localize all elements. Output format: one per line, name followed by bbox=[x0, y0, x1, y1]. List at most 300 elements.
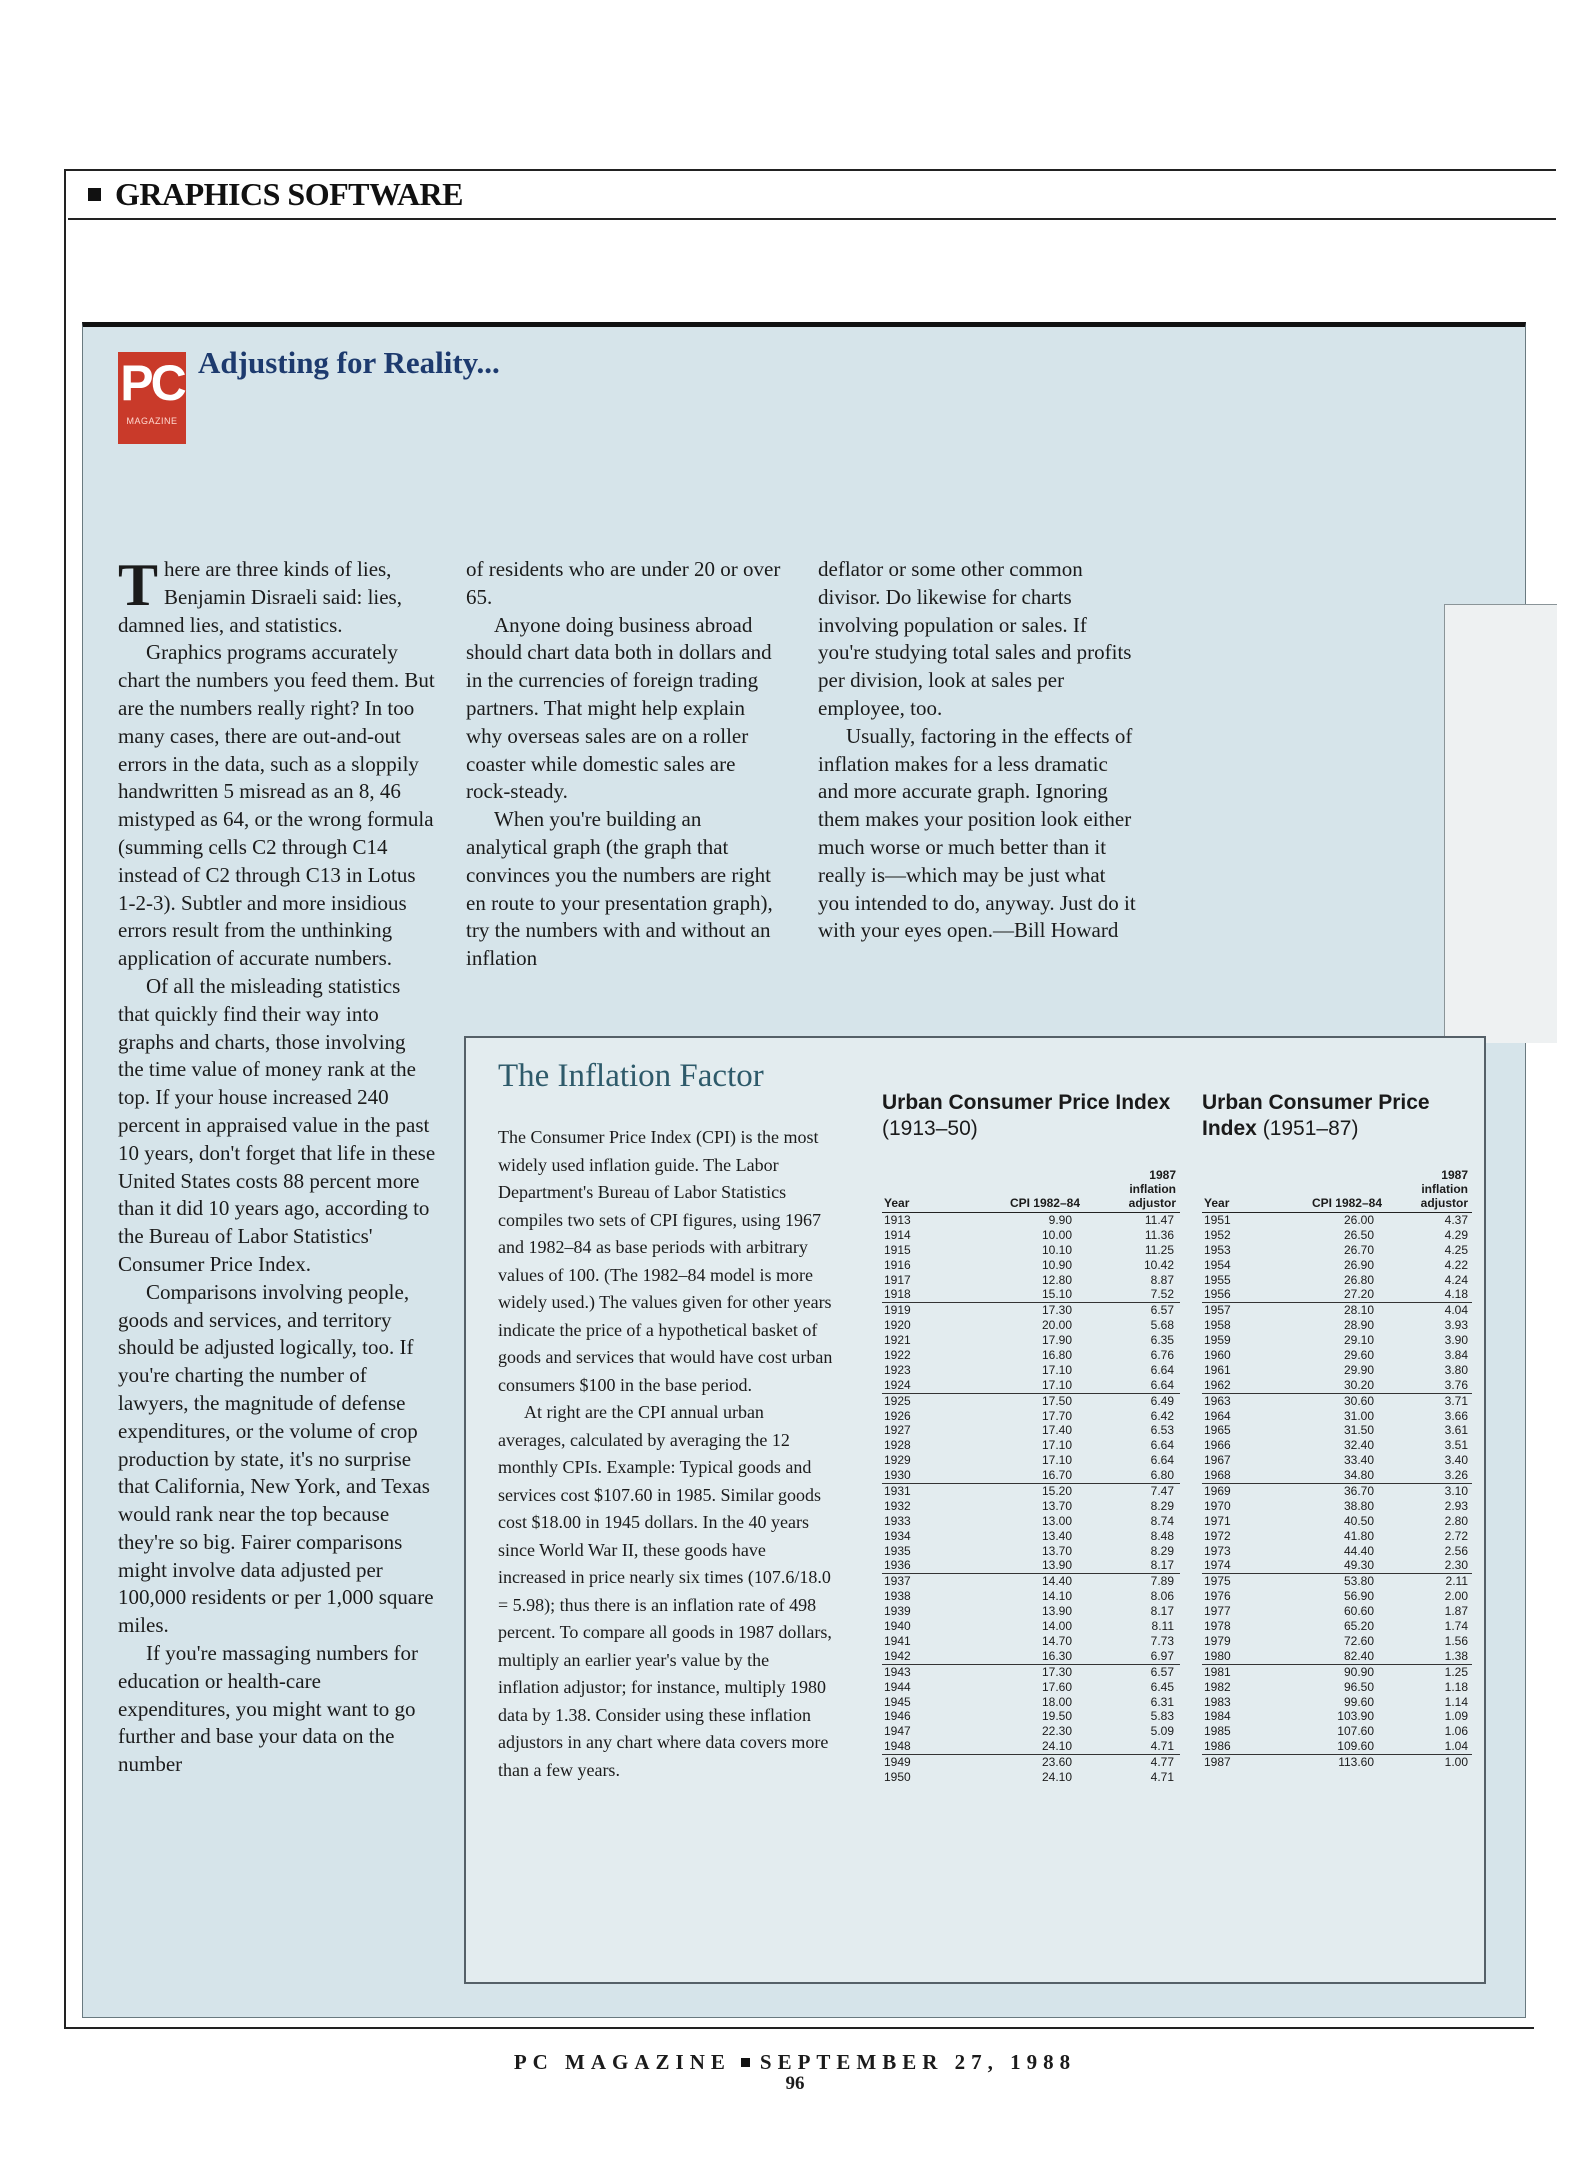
table-title-text: Urban Consumer Price Index bbox=[1202, 1091, 1430, 1140]
cell-adjustor: 1.09 bbox=[1444, 1709, 1468, 1724]
cell-adjustor: 8.74 bbox=[1150, 1513, 1174, 1528]
table-row bbox=[1202, 1363, 1472, 1378]
cell-adjustor: 2.11 bbox=[1445, 1574, 1468, 1589]
cell-cpi: 103.90 bbox=[1337, 1709, 1374, 1724]
cell-cpi: 29.90 bbox=[1343, 1362, 1374, 1377]
paragraph: Comparisons involving people, goods and services, and territory should be adjusted logically, too. If you're charting the number of lawyers, the magnitude of defense expenditures, or the volume of crop production by state, it's no surprise that California, New York, and Texas would rank near the top because they're so big. Fairer comparisons might involve data adjusted per 100,000 residents or per 1,000 square miles. bbox=[118, 1279, 434, 1638]
cell-cpi: 16.30 bbox=[1041, 1648, 1072, 1663]
cell-adjustor: 11.36 bbox=[1144, 1227, 1174, 1242]
cell-year: 1940 bbox=[884, 1619, 911, 1634]
cell-adjustor: 4.77 bbox=[1150, 1755, 1174, 1770]
cell-year: 1985 bbox=[1204, 1724, 1231, 1739]
cell-adjustor: 8.29 bbox=[1150, 1498, 1174, 1513]
cell-adjustor: 4.29 bbox=[1444, 1227, 1468, 1242]
cell-cpi: 10.10 bbox=[1041, 1242, 1072, 1257]
cell-adjustor: 6.35 bbox=[1150, 1333, 1174, 1348]
cell-adjustor: 3.26 bbox=[1444, 1468, 1468, 1483]
table-row bbox=[1202, 1544, 1472, 1559]
cell-cpi: 26.70 bbox=[1343, 1242, 1374, 1257]
table-row bbox=[1202, 1394, 1472, 1409]
table-row bbox=[882, 1558, 1180, 1574]
cell-year: 1941 bbox=[884, 1633, 911, 1648]
cell-year: 1916 bbox=[884, 1257, 911, 1272]
table-row bbox=[1202, 1287, 1472, 1303]
cell-adjustor: 8.87 bbox=[1150, 1272, 1174, 1287]
cell-cpi: 15.20 bbox=[1041, 1484, 1072, 1499]
section-header bbox=[68, 170, 1556, 220]
table-body bbox=[1202, 1213, 1472, 1770]
cell-year: 1919 bbox=[884, 1303, 911, 1318]
table-row bbox=[882, 1499, 1180, 1514]
table-row bbox=[882, 1273, 1180, 1288]
box-title: Adjusting for Reality... bbox=[198, 345, 500, 380]
cell-year: 1928 bbox=[884, 1438, 911, 1453]
cell-adjustor: 3.93 bbox=[1444, 1318, 1468, 1333]
table-row bbox=[1202, 1514, 1472, 1529]
cell-year: 1966 bbox=[1204, 1438, 1231, 1453]
table-header bbox=[1202, 1146, 1472, 1213]
cell-cpi: 31.00 bbox=[1343, 1408, 1374, 1423]
cell-adjustor: 7.73 bbox=[1150, 1633, 1174, 1648]
cell-adjustor: 6.57 bbox=[1150, 1303, 1174, 1318]
cell-adjustor: 7.52 bbox=[1150, 1287, 1174, 1302]
table-row bbox=[882, 1724, 1180, 1739]
cell-adjustor: 8.17 bbox=[1150, 1558, 1174, 1573]
table-header bbox=[882, 1146, 1180, 1213]
article-column-2 bbox=[466, 556, 784, 973]
logo-subtext: MAGAZINE bbox=[126, 416, 178, 426]
cell-year: 1917 bbox=[884, 1272, 911, 1287]
table-row bbox=[882, 1589, 1180, 1604]
cell-year: 1936 bbox=[884, 1558, 911, 1573]
cell-cpi: 36.70 bbox=[1343, 1484, 1374, 1499]
table-row bbox=[882, 1333, 1180, 1348]
table-row bbox=[882, 1409, 1180, 1424]
cell-cpi: 13.70 bbox=[1041, 1498, 1072, 1513]
cell-year: 1960 bbox=[1204, 1348, 1231, 1363]
cell-cpi: 10.00 bbox=[1041, 1227, 1072, 1242]
table-row bbox=[882, 1363, 1180, 1378]
cell-cpi: 31.50 bbox=[1343, 1423, 1374, 1438]
cell-cpi: 41.80 bbox=[1343, 1528, 1374, 1543]
cell-adjustor: 4.25 bbox=[1444, 1242, 1468, 1257]
cell-adjustor: 1.14 bbox=[1444, 1694, 1468, 1709]
table-row bbox=[1202, 1574, 1472, 1589]
page-frame-left bbox=[64, 169, 66, 2029]
table-row bbox=[1202, 1589, 1472, 1604]
cell-adjustor: 3.66 bbox=[1444, 1408, 1468, 1423]
cell-cpi: 26.00 bbox=[1343, 1213, 1374, 1227]
logo-text: PC bbox=[120, 355, 184, 411]
cell-year: 1965 bbox=[1204, 1423, 1231, 1438]
cell-year: 1925 bbox=[884, 1393, 911, 1408]
cell-cpi: 32.40 bbox=[1343, 1438, 1374, 1453]
cell-cpi: 82.40 bbox=[1343, 1648, 1374, 1663]
table-row bbox=[882, 1228, 1180, 1243]
table-row bbox=[882, 1619, 1180, 1634]
table-row bbox=[1202, 1604, 1472, 1619]
cell-cpi: 14.70 bbox=[1041, 1633, 1072, 1648]
cell-adjustor: 6.80 bbox=[1150, 1468, 1174, 1483]
paragraph: deflator or some other common divisor. Do likewise for charts involving population or sales. If you're studying total sales and profits per division, look at sales per employee, too. bbox=[818, 557, 1132, 720]
page-frame-bottom bbox=[64, 2027, 1534, 2029]
table-row bbox=[882, 1604, 1180, 1619]
page-fold-shadow bbox=[1444, 604, 1557, 1043]
footer-magazine: PC MAGAZINE bbox=[513, 2050, 731, 2074]
cell-year: 1929 bbox=[884, 1453, 911, 1468]
cell-year: 1959 bbox=[1204, 1333, 1231, 1348]
cell-cpi: 14.10 bbox=[1041, 1589, 1072, 1604]
paragraph: of residents who are under 20 or over 65. bbox=[466, 557, 781, 609]
cell-year: 1956 bbox=[1204, 1287, 1231, 1302]
table-row bbox=[1202, 1243, 1472, 1258]
cell-cpi: 17.70 bbox=[1041, 1408, 1072, 1423]
cell-cpi: 13.40 bbox=[1041, 1528, 1072, 1543]
cell-adjustor: 4.22 bbox=[1444, 1257, 1468, 1272]
cell-cpi: 19.50 bbox=[1041, 1709, 1072, 1724]
cell-adjustor: 4.18 bbox=[1444, 1287, 1468, 1302]
section-title: GRAPHICS SOFTWARE bbox=[115, 175, 463, 212]
table-row bbox=[882, 1258, 1180, 1273]
cell-cpi: 30.20 bbox=[1343, 1377, 1374, 1392]
cell-adjustor: 6.64 bbox=[1150, 1453, 1174, 1468]
table-row bbox=[1202, 1378, 1472, 1394]
cell-cpi: 15.10 bbox=[1041, 1287, 1072, 1302]
cpi-table-1913-1950 bbox=[882, 1090, 1180, 1785]
cell-adjustor: 2.00 bbox=[1444, 1589, 1468, 1604]
cell-year: 1932 bbox=[884, 1498, 911, 1513]
table-row bbox=[882, 1634, 1180, 1649]
cell-adjustor: 3.61 bbox=[1444, 1423, 1468, 1438]
table-row bbox=[882, 1453, 1180, 1468]
table-body bbox=[882, 1213, 1180, 1785]
cell-year: 1955 bbox=[1204, 1272, 1231, 1287]
cell-adjustor: 3.80 bbox=[1444, 1362, 1468, 1377]
cell-cpi: 107.60 bbox=[1337, 1724, 1374, 1739]
paragraph: Graphics programs accurately chart the numbers you feed them. But are the numbers really right? In too many cases, there are out-and-out errors in the data, such as a sloppily handwritten 5 misread as an 8, 46 mistyped as 64, or the wrong formula (summing cells C2 through C14 instead of C2 through C13 in Lotus 1-2-3). Subtler and more insidious errors result from the unthinking application of accurate numbers. bbox=[118, 640, 435, 971]
cell-adjustor: 2.72 bbox=[1444, 1528, 1468, 1543]
cell-adjustor: 6.49 bbox=[1150, 1393, 1174, 1408]
cell-adjustor: 1.25 bbox=[1444, 1664, 1468, 1679]
cell-year: 1968 bbox=[1204, 1468, 1231, 1483]
table-row bbox=[1202, 1634, 1472, 1649]
table-row bbox=[1202, 1680, 1472, 1695]
cell-year: 1914 bbox=[884, 1227, 911, 1242]
cell-year: 1939 bbox=[884, 1604, 911, 1619]
table-row bbox=[882, 1665, 1180, 1680]
table-row bbox=[1202, 1724, 1472, 1739]
cell-year: 1930 bbox=[884, 1468, 911, 1483]
cell-adjustor: 1.04 bbox=[1444, 1739, 1468, 1754]
cell-adjustor: 3.40 bbox=[1444, 1453, 1468, 1468]
cell-cpi: 17.50 bbox=[1041, 1393, 1072, 1408]
table-range: (1951–87) bbox=[1262, 1117, 1359, 1140]
table-row bbox=[1202, 1529, 1472, 1544]
cell-adjustor: 1.18 bbox=[1444, 1679, 1468, 1694]
cell-year: 1970 bbox=[1204, 1498, 1231, 1513]
cell-adjustor: 4.24 bbox=[1444, 1272, 1468, 1287]
table-row bbox=[1202, 1333, 1472, 1348]
cell-cpi: 9.90 bbox=[1048, 1213, 1072, 1227]
cell-year: 1934 bbox=[884, 1528, 911, 1543]
cell-adjustor: 6.45 bbox=[1150, 1679, 1174, 1694]
cell-cpi: 60.60 bbox=[1343, 1604, 1374, 1619]
cell-year: 1933 bbox=[884, 1513, 911, 1528]
table-row bbox=[882, 1649, 1180, 1665]
cell-year: 1915 bbox=[884, 1242, 911, 1257]
cell-cpi: 16.80 bbox=[1041, 1348, 1072, 1363]
cell-year: 1986 bbox=[1204, 1739, 1231, 1754]
cell-year: 1969 bbox=[1204, 1484, 1231, 1499]
table-row bbox=[882, 1378, 1180, 1394]
table-row bbox=[882, 1755, 1180, 1770]
paragraph: When you're building an analytical graph (the graph that convinces you the numbers are right en route to your presentation graph), try the numbers with and without an inflation bbox=[466, 807, 773, 971]
adj-header-line: 1987 bbox=[1149, 1168, 1176, 1182]
cell-cpi: 29.10 bbox=[1343, 1333, 1374, 1348]
table-row bbox=[882, 1243, 1180, 1258]
cell-cpi: 33.40 bbox=[1343, 1453, 1374, 1468]
cell-cpi: 90.90 bbox=[1343, 1664, 1374, 1679]
cell-cpi: 29.60 bbox=[1343, 1348, 1374, 1363]
page-footer bbox=[0, 2050, 1590, 2095]
table-row bbox=[1202, 1695, 1472, 1710]
col-adjustor-header bbox=[1421, 1168, 1468, 1210]
cell-cpi: 24.10 bbox=[1041, 1769, 1072, 1784]
paragraph: The Consumer Price Index (CPI) is the most widely used inflation guide. The Labor Department's Bureau of Labor Statistics compiles two sets of CPI figures, using 1967 and 1982–84 as base periods with arbitrary values of 100. (The 1982–84 model is more widely used.) The values given for other years indicate the price of a hypothetical basket of goods and services that would have cost urban consumers $100 in the base period. bbox=[498, 1127, 833, 1395]
cell-cpi: 18.00 bbox=[1041, 1694, 1072, 1709]
table-row bbox=[1202, 1739, 1472, 1755]
cell-adjustor: 6.42 bbox=[1150, 1408, 1174, 1423]
cell-year: 1972 bbox=[1204, 1528, 1231, 1543]
cell-year: 1926 bbox=[884, 1408, 911, 1423]
cell-cpi: 13.90 bbox=[1041, 1604, 1072, 1619]
cell-year: 1922 bbox=[884, 1348, 911, 1363]
cell-year: 1943 bbox=[884, 1664, 911, 1679]
cell-year: 1918 bbox=[884, 1287, 911, 1302]
cell-cpi: 17.90 bbox=[1041, 1333, 1072, 1348]
cell-cpi: 26.90 bbox=[1343, 1257, 1374, 1272]
cell-adjustor: 6.64 bbox=[1150, 1377, 1174, 1392]
cell-year: 1958 bbox=[1204, 1318, 1231, 1333]
table-row bbox=[882, 1438, 1180, 1453]
cell-cpi: 65.20 bbox=[1343, 1619, 1374, 1634]
cell-adjustor: 5.09 bbox=[1150, 1724, 1174, 1739]
cell-year: 1923 bbox=[884, 1362, 911, 1377]
cell-adjustor: 7.47 bbox=[1150, 1484, 1174, 1499]
table-title bbox=[882, 1090, 1180, 1142]
cell-cpi: 13.70 bbox=[1041, 1543, 1072, 1558]
cell-adjustor: 3.10 bbox=[1444, 1484, 1468, 1499]
table-row bbox=[882, 1739, 1180, 1755]
table-row bbox=[882, 1423, 1180, 1438]
cell-cpi: 72.60 bbox=[1343, 1633, 1374, 1648]
cell-adjustor: 6.64 bbox=[1150, 1362, 1174, 1377]
table-row bbox=[1202, 1499, 1472, 1514]
cell-year: 1954 bbox=[1204, 1257, 1231, 1272]
cell-year: 1927 bbox=[884, 1423, 911, 1438]
cell-year: 1973 bbox=[1204, 1543, 1231, 1558]
cell-cpi: 49.30 bbox=[1343, 1558, 1374, 1573]
adj-header-line: adjustor bbox=[1420, 1196, 1468, 1210]
cell-adjustor: 1.74 bbox=[1444, 1619, 1468, 1634]
table-row bbox=[1202, 1409, 1472, 1424]
cell-adjustor: 11.47 bbox=[1144, 1213, 1174, 1227]
cell-year: 1937 bbox=[884, 1574, 911, 1589]
table-row bbox=[882, 1529, 1180, 1544]
table-row bbox=[1202, 1303, 1472, 1318]
pc-magazine-logo-icon bbox=[118, 352, 186, 444]
cell-year: 1951 bbox=[1204, 1213, 1231, 1227]
paragraph: Usually, factoring in the effects of inflation makes for a less dramatic and more accurate graph. Ignoring them makes your position look either much worse or much better than it really is—which may be just what you intended to do, anyway. Just do it with your eyes open.—Bill Howard bbox=[818, 723, 1136, 943]
table-row bbox=[882, 1394, 1180, 1409]
cell-cpi: 17.60 bbox=[1041, 1679, 1072, 1694]
adj-header-line: inflation bbox=[1129, 1182, 1176, 1196]
table-row bbox=[1202, 1318, 1472, 1333]
cell-adjustor: 4.04 bbox=[1444, 1303, 1468, 1318]
table-row bbox=[1202, 1468, 1472, 1484]
cell-cpi: 22.30 bbox=[1041, 1724, 1072, 1739]
table-row bbox=[1202, 1258, 1472, 1273]
table-row bbox=[1202, 1484, 1472, 1499]
cell-adjustor: 4.71 bbox=[1150, 1769, 1174, 1784]
cell-year: 1967 bbox=[1204, 1453, 1231, 1468]
cell-adjustor: 2.93 bbox=[1444, 1498, 1468, 1513]
table-row bbox=[1202, 1665, 1472, 1680]
paragraph: Of all the misleading statistics that quickly find their way into graphs and charts, those involving the time value of money rank at the top. If your house increased 240 percent in appraised value in the past 10 years, don't forget that life in these United States costs 88 percent more than it did 10 years ago, according to the Bureau of Labor Statistics' Consumer Price Index. bbox=[118, 973, 436, 1276]
col-cpi-header: CPI 1982–84 bbox=[1311, 1196, 1382, 1210]
cell-adjustor: 1.56 bbox=[1444, 1633, 1468, 1648]
cell-year: 1961 bbox=[1204, 1362, 1231, 1377]
table-row bbox=[882, 1695, 1180, 1710]
drop-cap: T bbox=[118, 552, 159, 618]
cell-year: 1987 bbox=[1204, 1755, 1231, 1770]
adj-header-line: inflation bbox=[1421, 1182, 1468, 1196]
col-adjustor-header bbox=[1129, 1168, 1176, 1210]
cell-adjustor: 3.84 bbox=[1444, 1348, 1468, 1363]
cell-year: 1974 bbox=[1204, 1558, 1231, 1573]
cell-adjustor: 6.31 bbox=[1150, 1694, 1174, 1709]
cell-adjustor: 2.30 bbox=[1444, 1558, 1468, 1573]
table-row bbox=[1202, 1438, 1472, 1453]
cell-year: 1964 bbox=[1204, 1408, 1231, 1423]
cell-year: 1950 bbox=[884, 1769, 911, 1784]
article-column-3 bbox=[818, 556, 1140, 945]
cell-cpi: 34.80 bbox=[1343, 1468, 1374, 1483]
cell-cpi: 17.40 bbox=[1041, 1423, 1072, 1438]
cell-year: 1980 bbox=[1204, 1648, 1231, 1663]
inset-body bbox=[498, 1124, 834, 1784]
cell-year: 1913 bbox=[884, 1213, 911, 1227]
cell-adjustor: 3.51 bbox=[1444, 1438, 1468, 1453]
cell-year: 1979 bbox=[1204, 1633, 1231, 1648]
paragraph bbox=[118, 552, 436, 639]
cell-adjustor: 6.53 bbox=[1150, 1423, 1174, 1438]
adj-header-line: adjustor bbox=[1128, 1196, 1176, 1210]
col-year-header: Year bbox=[1204, 1196, 1230, 1210]
cell-cpi: 17.30 bbox=[1041, 1664, 1072, 1679]
cell-cpi: 20.00 bbox=[1041, 1318, 1072, 1333]
cell-cpi: 17.10 bbox=[1041, 1453, 1072, 1468]
cell-cpi: 40.50 bbox=[1343, 1513, 1374, 1528]
footer-date: SEPTEMBER 27, 1988 bbox=[759, 2050, 1077, 2074]
table-row bbox=[1202, 1649, 1472, 1665]
col-cpi-header: CPI 1982–84 bbox=[1009, 1196, 1080, 1210]
table-range: (1913–50) bbox=[882, 1117, 978, 1140]
paragraph-text: here are three kinds of lies, Benjamin Disraeli said: lies, damned lies, and statistics. bbox=[118, 557, 402, 637]
cell-cpi: 26.50 bbox=[1343, 1227, 1374, 1242]
cell-cpi: 53.80 bbox=[1343, 1574, 1374, 1589]
cell-adjustor: 11.25 bbox=[1144, 1242, 1174, 1257]
cell-year: 1931 bbox=[884, 1484, 911, 1499]
cell-adjustor: 4.71 bbox=[1150, 1739, 1174, 1754]
table-row bbox=[882, 1770, 1180, 1785]
table-row bbox=[882, 1544, 1180, 1559]
cell-adjustor: 8.48 bbox=[1150, 1528, 1174, 1543]
cell-adjustor: 5.68 bbox=[1150, 1318, 1174, 1333]
inset-title: The Inflation Factor bbox=[498, 1058, 764, 1094]
table-row bbox=[882, 1680, 1180, 1695]
footer-line bbox=[0, 2050, 1590, 2075]
table-row bbox=[882, 1514, 1180, 1529]
cell-year: 1976 bbox=[1204, 1589, 1231, 1604]
paragraph: Anyone doing business abroad should chart data both in dollars and in the currencies of foreign trading partners. That might help explain why overseas sales are on a roller coaster while domestic sales are rock-steady. bbox=[466, 612, 772, 804]
table-row bbox=[882, 1213, 1180, 1228]
cell-cpi: 10.90 bbox=[1041, 1257, 1072, 1272]
cell-cpi: 17.10 bbox=[1041, 1362, 1072, 1377]
cell-cpi: 24.10 bbox=[1041, 1739, 1072, 1754]
cell-cpi: 30.60 bbox=[1343, 1393, 1374, 1408]
cell-adjustor: 1.87 bbox=[1444, 1604, 1468, 1619]
cell-cpi: 99.60 bbox=[1343, 1694, 1374, 1709]
cell-cpi: 109.60 bbox=[1337, 1739, 1374, 1754]
table-row bbox=[1202, 1709, 1472, 1724]
cell-adjustor: 8.17 bbox=[1150, 1604, 1174, 1619]
cell-cpi: 14.00 bbox=[1041, 1619, 1072, 1634]
table-row bbox=[1202, 1228, 1472, 1243]
cell-cpi: 28.10 bbox=[1343, 1303, 1374, 1318]
table-row bbox=[882, 1468, 1180, 1484]
cell-adjustor: 3.76 bbox=[1444, 1377, 1468, 1392]
cell-adjustor: 1.06 bbox=[1444, 1724, 1468, 1739]
cell-cpi: 27.20 bbox=[1343, 1287, 1374, 1302]
cell-year: 1952 bbox=[1204, 1227, 1231, 1242]
cell-year: 1963 bbox=[1204, 1393, 1231, 1408]
table-title-text: Urban Consumer Price Index bbox=[882, 1091, 1171, 1114]
table-row bbox=[882, 1303, 1180, 1318]
cell-cpi: 17.10 bbox=[1041, 1438, 1072, 1453]
cell-adjustor: 5.83 bbox=[1150, 1709, 1174, 1724]
bullet-square-icon bbox=[741, 2058, 750, 2067]
cell-year: 1982 bbox=[1204, 1679, 1231, 1694]
cell-cpi: 14.40 bbox=[1041, 1574, 1072, 1589]
cell-cpi: 13.00 bbox=[1041, 1513, 1072, 1528]
cell-year: 1977 bbox=[1204, 1604, 1231, 1619]
cell-year: 1920 bbox=[884, 1318, 911, 1333]
cell-year: 1957 bbox=[1204, 1303, 1231, 1318]
cell-adjustor: 1.00 bbox=[1444, 1755, 1468, 1770]
cell-year: 1945 bbox=[884, 1694, 911, 1709]
cell-adjustor: 6.97 bbox=[1150, 1648, 1174, 1663]
cell-adjustor: 8.06 bbox=[1150, 1589, 1174, 1604]
table-title bbox=[1202, 1090, 1472, 1142]
cell-year: 1946 bbox=[884, 1709, 911, 1724]
cell-cpi: 26.80 bbox=[1343, 1272, 1374, 1287]
cpi-table-1951-1987 bbox=[1202, 1090, 1472, 1770]
table-row bbox=[1202, 1423, 1472, 1438]
cell-year: 1938 bbox=[884, 1589, 911, 1604]
table-row bbox=[1202, 1755, 1472, 1770]
cell-year: 1983 bbox=[1204, 1694, 1231, 1709]
